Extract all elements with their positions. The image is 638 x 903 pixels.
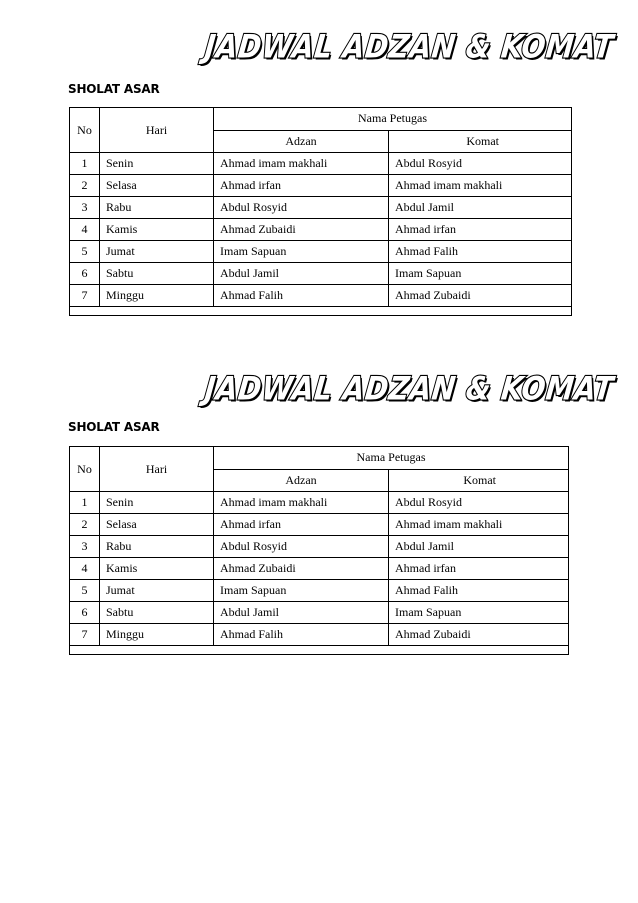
cell-no: 5	[70, 241, 100, 263]
schedule-table	[69, 107, 572, 316]
cell-hari: Rabu	[100, 197, 214, 219]
cell-adzan: Abdul Jamil	[214, 602, 389, 624]
table-row	[70, 624, 569, 646]
cell-adzan: Ahmad Falih	[214, 624, 389, 646]
cell-komat: Abdul Rosyid	[389, 492, 569, 514]
header-komat: Komat	[389, 130, 572, 153]
cell-hari: Jumat	[100, 580, 214, 602]
cell-hari: Sabtu	[100, 263, 214, 285]
cell-hari: Kamis	[100, 219, 214, 241]
cell-komat: Imam Sapuan	[389, 263, 572, 285]
cell-komat: Abdul Rosyid	[389, 153, 572, 175]
cell-hari: Senin	[100, 492, 214, 514]
prayer-subtitle: SHOLAT ASAR	[68, 82, 160, 96]
header-nama-petugas: Nama Petugas	[214, 447, 569, 470]
cell-no: 6	[70, 263, 100, 285]
cell-komat: Ahmad imam makhali	[389, 175, 572, 197]
cell-adzan: Abdul Rosyid	[214, 197, 389, 219]
cell-no: 1	[70, 492, 100, 514]
cell-hari: Sabtu	[100, 602, 214, 624]
cell-adzan: Ahmad imam makhali	[214, 153, 389, 175]
header-hari: Hari	[100, 108, 214, 153]
cell-komat: Ahmad Zubaidi	[389, 285, 572, 307]
cell-hari: Minggu	[100, 624, 214, 646]
header-komat: Komat	[389, 469, 569, 492]
header-hari: Hari	[100, 447, 214, 492]
cell-no: 7	[70, 624, 100, 646]
table-row	[70, 558, 569, 580]
cell-komat: Imam Sapuan	[389, 602, 569, 624]
cell-hari: Rabu	[100, 536, 214, 558]
header-no: No	[70, 108, 100, 153]
cell-no: 1	[70, 153, 100, 175]
table-row	[70, 514, 569, 536]
header-no: No	[70, 447, 100, 492]
table-row	[70, 153, 572, 175]
cell-adzan: Ahmad Zubaidi	[214, 558, 389, 580]
table-row	[70, 263, 572, 285]
cell-adzan: Ahmad Zubaidi	[214, 219, 389, 241]
cell-adzan: Ahmad imam makhali	[214, 492, 389, 514]
table-row	[70, 580, 569, 602]
header-adzan: Adzan	[214, 469, 389, 492]
header-nama-petugas: Nama Petugas	[214, 108, 572, 131]
table-row	[70, 285, 572, 307]
table-row	[70, 197, 572, 219]
cell-adzan: Ahmad irfan	[214, 514, 389, 536]
page-title: JADWAL ADZAN & KOMAT	[203, 27, 616, 66]
cell-komat: Ahmad irfan	[389, 219, 572, 241]
page-title: JADWAL ADZAN & KOMAT	[203, 369, 616, 408]
cell-hari: Minggu	[100, 285, 214, 307]
cell-adzan: Abdul Rosyid	[214, 536, 389, 558]
cell-no: 5	[70, 580, 100, 602]
cell-no: 7	[70, 285, 100, 307]
table-row	[70, 536, 569, 558]
cell-komat: Ahmad Zubaidi	[389, 624, 569, 646]
header-adzan: Adzan	[214, 130, 389, 153]
cell-adzan: Ahmad Falih	[214, 285, 389, 307]
table-row	[70, 602, 569, 624]
table-row	[70, 175, 572, 197]
cell-adzan: Imam Sapuan	[214, 580, 389, 602]
cell-hari: Selasa	[100, 175, 214, 197]
cell-no: 2	[70, 175, 100, 197]
cell-no: 3	[70, 536, 100, 558]
cell-komat: Ahmad Falih	[389, 241, 572, 263]
cell-hari: Kamis	[100, 558, 214, 580]
cell-komat: Ahmad irfan	[389, 558, 569, 580]
cell-komat: Ahmad Falih	[389, 580, 569, 602]
cell-no: 2	[70, 514, 100, 536]
table-footer-row	[70, 307, 572, 316]
schedule-table	[69, 446, 569, 655]
cell-adzan: Imam Sapuan	[214, 241, 389, 263]
prayer-subtitle: SHOLAT ASAR	[68, 420, 160, 434]
cell-komat: Abdul Jamil	[389, 197, 572, 219]
table-row	[70, 492, 569, 514]
cell-adzan: Abdul Jamil	[214, 263, 389, 285]
table-footer-row	[70, 646, 569, 655]
cell-komat: Abdul Jamil	[389, 536, 569, 558]
cell-komat: Ahmad imam makhali	[389, 514, 569, 536]
cell-no: 4	[70, 558, 100, 580]
cell-no: 3	[70, 197, 100, 219]
cell-hari: Selasa	[100, 514, 214, 536]
cell-hari: Jumat	[100, 241, 214, 263]
table-row	[70, 241, 572, 263]
cell-no: 4	[70, 219, 100, 241]
cell-no: 6	[70, 602, 100, 624]
cell-hari: Senin	[100, 153, 214, 175]
cell-adzan: Ahmad irfan	[214, 175, 389, 197]
table-row	[70, 219, 572, 241]
